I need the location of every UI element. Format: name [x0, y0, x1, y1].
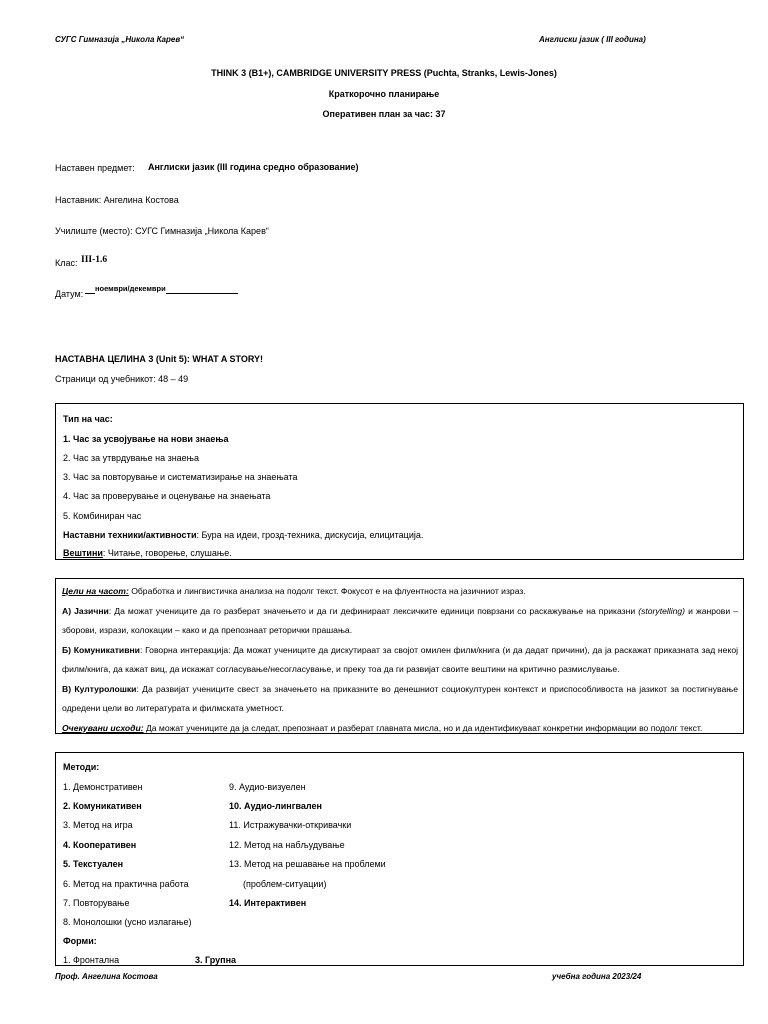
skills — [63, 547, 232, 559]
method-left-8: 8. Монолошки (усно излагање) — [63, 917, 192, 927]
method-right-11: 11. Истражувачки-откривачки — [229, 820, 352, 830]
outcome-text: Да можат учениците да ја следат, препознаат и разберат главната мисла, но и да идентификуваат конкретни информации во подолг текст. — [143, 722, 703, 733]
lesson-type-box — [55, 403, 744, 560]
method-right-10: 10. Аудио-лингвален — [229, 801, 322, 811]
lesson-type-item-2: 2. Час за утврдување на знаења — [63, 453, 200, 463]
method-right-12: 12. Метод на набљудување — [229, 840, 345, 850]
goals-text — [62, 582, 738, 738]
method-left-7: 7. Повторување — [63, 898, 130, 908]
skills-label: Вештини — [63, 548, 103, 558]
goal-a-text-1: : Да можат учениците да го разберат значењето и да ги дефинираат лексичките единици поврзани со раскажување на приказни — [108, 605, 639, 616]
outcome-label: Очекувани исходи: — [62, 722, 144, 733]
form-3: 3. Групна — [195, 955, 237, 965]
method-right-13: 13. Метод на решавање на проблеми — [229, 859, 386, 869]
method-right-13-cont: (проблем-ситуации) — [243, 879, 327, 889]
goal-b-label: Б) Комуникативни — [62, 644, 140, 655]
outcome-paragraph — [62, 719, 738, 739]
class-value: III-1.6 — [81, 255, 108, 265]
lesson-type-item-1: 1. Час за усвојување на нови знаења — [63, 434, 229, 444]
goal-a-text-2: и жанрови – зборови, изрази, колокации – како и да препознаат реторички прашања. — [62, 605, 738, 635]
goal-a-paragraph — [62, 602, 738, 641]
methods-box — [55, 752, 744, 966]
method-right-14: 14. Интерактивен — [229, 898, 307, 908]
unit-title: НАСТАВНА ЦЕЛИНА 3 (Unit 5): WHAT A STORY! — [55, 354, 263, 364]
method-left-6: 6. Метод на практична работа — [63, 879, 189, 889]
techniques-value: : Бура на идеи, грозд-техника, дискусија, елицитација. — [196, 530, 424, 540]
textbook-pages: Страници од учебникот: 48 – 49 — [55, 374, 189, 384]
goal-paragraph — [62, 582, 738, 602]
date-field — [85, 285, 238, 296]
operative-plan: Оперативен план за час: 37 — [322, 109, 446, 119]
goal-b-text: : Говорна интеракција: Да можат учениците да дискутираат за својот омилен филм/книга (и да дадат причини), да ја раскажат приказната зад некој филм/книга, да кажат виц, да искажат согласување/несогласување, и преку тоа да ги развијат своите вештини на критично размислување. — [62, 644, 739, 674]
goal-label: Цели на часот: — [62, 586, 129, 596]
teacher: Наставник: Ангелина Костова — [55, 195, 179, 205]
date-label: Датум: — [55, 289, 84, 299]
date-blank-left — [85, 285, 95, 294]
footer-author: Проф. Ангелина Костова — [55, 972, 158, 981]
method-right-9: 9. Аудио-визуелен — [229, 782, 306, 792]
techniques-label: Наставни техники/активности — [63, 530, 197, 540]
header-school: СУГС Гимназија „Никола Карев“ — [55, 35, 185, 44]
goal-c-paragraph — [62, 680, 738, 719]
method-left-5: 5. Текстуален — [63, 859, 124, 869]
method-left-2: 2. Комуникативен — [63, 801, 142, 811]
lesson-type-item-5: 5. Комбиниран час — [63, 511, 142, 521]
goal-a-label: А) Јазични — [62, 605, 109, 616]
method-left-3: 3. Метод на игра — [63, 820, 133, 830]
header-subject-year: Англиски јазик ( III година) — [539, 35, 646, 44]
goal-a-text-italic: (storytelling) — [638, 605, 686, 616]
goal-c-text: : Да развијат учениците свест за значењето на приказните во денешниот социокултурен контекст и приспособливоста на јазикот за постигнување одредени цели во литературата и филмската уметност. — [62, 683, 738, 713]
book-title: THINK 3 (B1+), CAMBRIDGE UNIVERSITY PRESS (Puchta, Stranks, Lewis-Jones) — [211, 68, 557, 78]
method-left-1: 1. Демонстративен — [63, 782, 143, 792]
form-1: 1. Фронтална — [63, 955, 120, 965]
lesson-type-label: Тип на час: — [63, 414, 113, 424]
methods-label: Методи: — [63, 762, 100, 772]
footer-year: учебна година 2023/24 — [552, 972, 642, 981]
class-label: Клас: — [55, 258, 78, 268]
techniques — [63, 529, 423, 541]
goal-text: Обработка и лингвистичка анализа на подолг текст. Фокусот е на флуентноста на јазичниот израз. — [128, 586, 526, 596]
date-blank-right — [166, 285, 238, 294]
forms-label: Форми: — [63, 936, 97, 946]
subject-label: Наставен предмет: — [55, 163, 135, 173]
date-value: ноември/декември — [95, 284, 166, 293]
method-left-4: 4. Кооперативен — [63, 840, 137, 850]
lesson-type-item-3: 3. Час за повторување и систематизирање на знаењата — [63, 472, 298, 482]
lesson-type-item-4: 4. Час за проверување и оценување на знаењата — [63, 491, 271, 501]
goal-c-label: В) Културолошки — [62, 683, 137, 694]
goal-b-paragraph — [62, 641, 738, 680]
school-info: Училиште (место): СУГС Гимназија „Никола Карев“ — [55, 226, 269, 236]
plan-title: Краткорочно планирање — [328, 89, 440, 99]
subject-value: Англиски јазик (III година средно образование) — [148, 162, 359, 172]
skills-value: : Читање, говорење, слушање. — [102, 548, 232, 558]
